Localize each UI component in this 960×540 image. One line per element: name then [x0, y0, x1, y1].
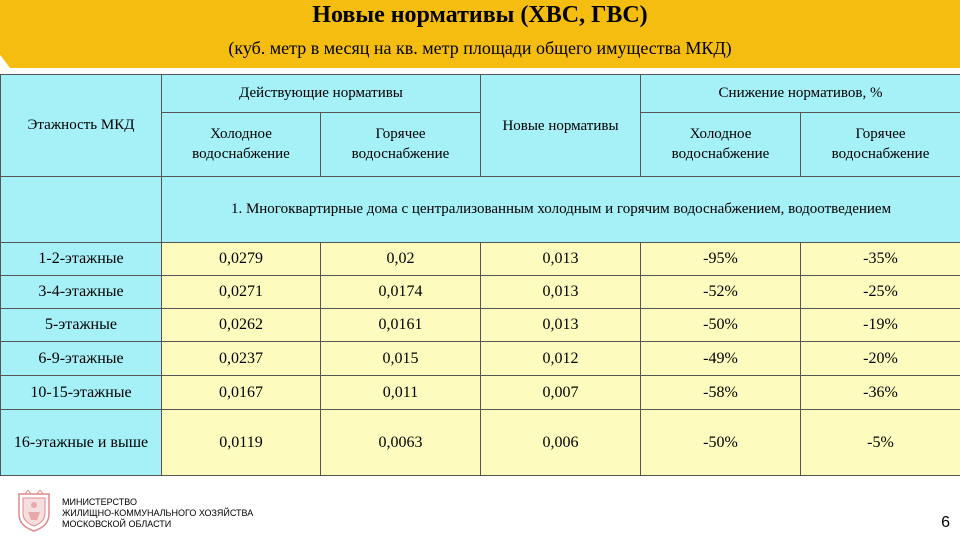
new-value: 0,012 — [481, 342, 641, 376]
cold-value: 0,0271 — [162, 276, 321, 309]
hot-value: 0,0174 — [321, 276, 481, 309]
floors-cell: 10-15-этажные — [1, 376, 162, 410]
reduction-header: Снижение нормативов, % — [641, 75, 960, 113]
page-number: 6 — [941, 514, 950, 531]
reduction-hot-value: -25% — [801, 276, 960, 309]
section-title: 1. Многоквартирные дома с централизованным холодным и горячим водоснабжением, водоотведением — [162, 177, 960, 243]
new-value: 0,013 — [481, 276, 641, 309]
reduction-cold-value: -95% — [641, 243, 801, 276]
reduction-hot-value: -20% — [801, 342, 960, 376]
floors-cell: 16-этажные и выше — [1, 410, 162, 476]
hot-value: 0,0063 — [321, 410, 481, 476]
floors-cell: 6-9-этажные — [1, 342, 162, 376]
reduction-hot-header: Горячее водоснабжение — [801, 113, 960, 177]
hot-value: 0,0161 — [321, 309, 481, 342]
reduction-hot-value: -5% — [801, 410, 960, 476]
current-norms-header: Действующие нормативы — [162, 75, 481, 113]
reduction-cold-value: -50% — [641, 410, 801, 476]
current-cold-header: Холодное водоснабжение — [162, 113, 321, 177]
table-row — [1, 376, 960, 410]
floors-header: Этажность МКД — [1, 75, 162, 177]
ministry-line: МОСКОВСКОЙ ОБЛАСТИ — [62, 519, 172, 529]
hot-value: 0,011 — [321, 376, 481, 410]
new-value: 0,006 — [481, 410, 641, 476]
norms-table — [0, 74, 960, 476]
new-value: 0,013 — [481, 309, 641, 342]
reduction-cold-value: -58% — [641, 376, 801, 410]
table-row — [1, 342, 960, 376]
reduction-cold-value: -52% — [641, 276, 801, 309]
new-value: 0,013 — [481, 243, 641, 276]
cold-value: 0,0262 — [162, 309, 321, 342]
coat-of-arms-icon — [16, 490, 52, 532]
section-blank-cell — [1, 177, 162, 243]
page-subtitle: (куб. метр в месяц на кв. метр площади общего имущества МКД) — [228, 38, 732, 58]
new-norms-header: Новые нормативы — [481, 75, 641, 177]
hot-value: 0,02 — [321, 243, 481, 276]
table-row — [1, 243, 960, 276]
reduction-hot-value: -35% — [801, 243, 960, 276]
cold-value: 0,0119 — [162, 410, 321, 476]
current-hot-header: Горячее водоснабжение — [321, 113, 481, 177]
reduction-cold-value: -49% — [641, 342, 801, 376]
cold-value: 0,0167 — [162, 376, 321, 410]
cold-value: 0,0279 — [162, 243, 321, 276]
hot-value: 0,015 — [321, 342, 481, 376]
table-row — [1, 410, 960, 476]
ministry-line: МИНИСТЕРСТВО — [62, 497, 137, 507]
reduction-hot-value: -19% — [801, 309, 960, 342]
page-title: Новые нормативы (ХВС, ГВС) — [312, 2, 648, 28]
cold-value: 0,0237 — [162, 342, 321, 376]
new-value: 0,007 — [481, 376, 641, 410]
reduction-cold-header: Холодное водоснабжение — [641, 113, 801, 177]
reduction-cold-value: -50% — [641, 309, 801, 342]
table-row — [1, 309, 960, 342]
floors-cell: 1-2-этажные — [1, 243, 162, 276]
floors-cell: 5-этажные — [1, 309, 162, 342]
table-row — [1, 276, 960, 309]
reduction-hot-value: -36% — [801, 376, 960, 410]
ministry-name — [62, 497, 253, 530]
ministry-line: ЖИЛИЩНО-КОММУНАЛЬНОГО ХОЗЯЙСТВА — [62, 508, 254, 518]
floors-cell: 3-4-этажные — [1, 276, 162, 309]
